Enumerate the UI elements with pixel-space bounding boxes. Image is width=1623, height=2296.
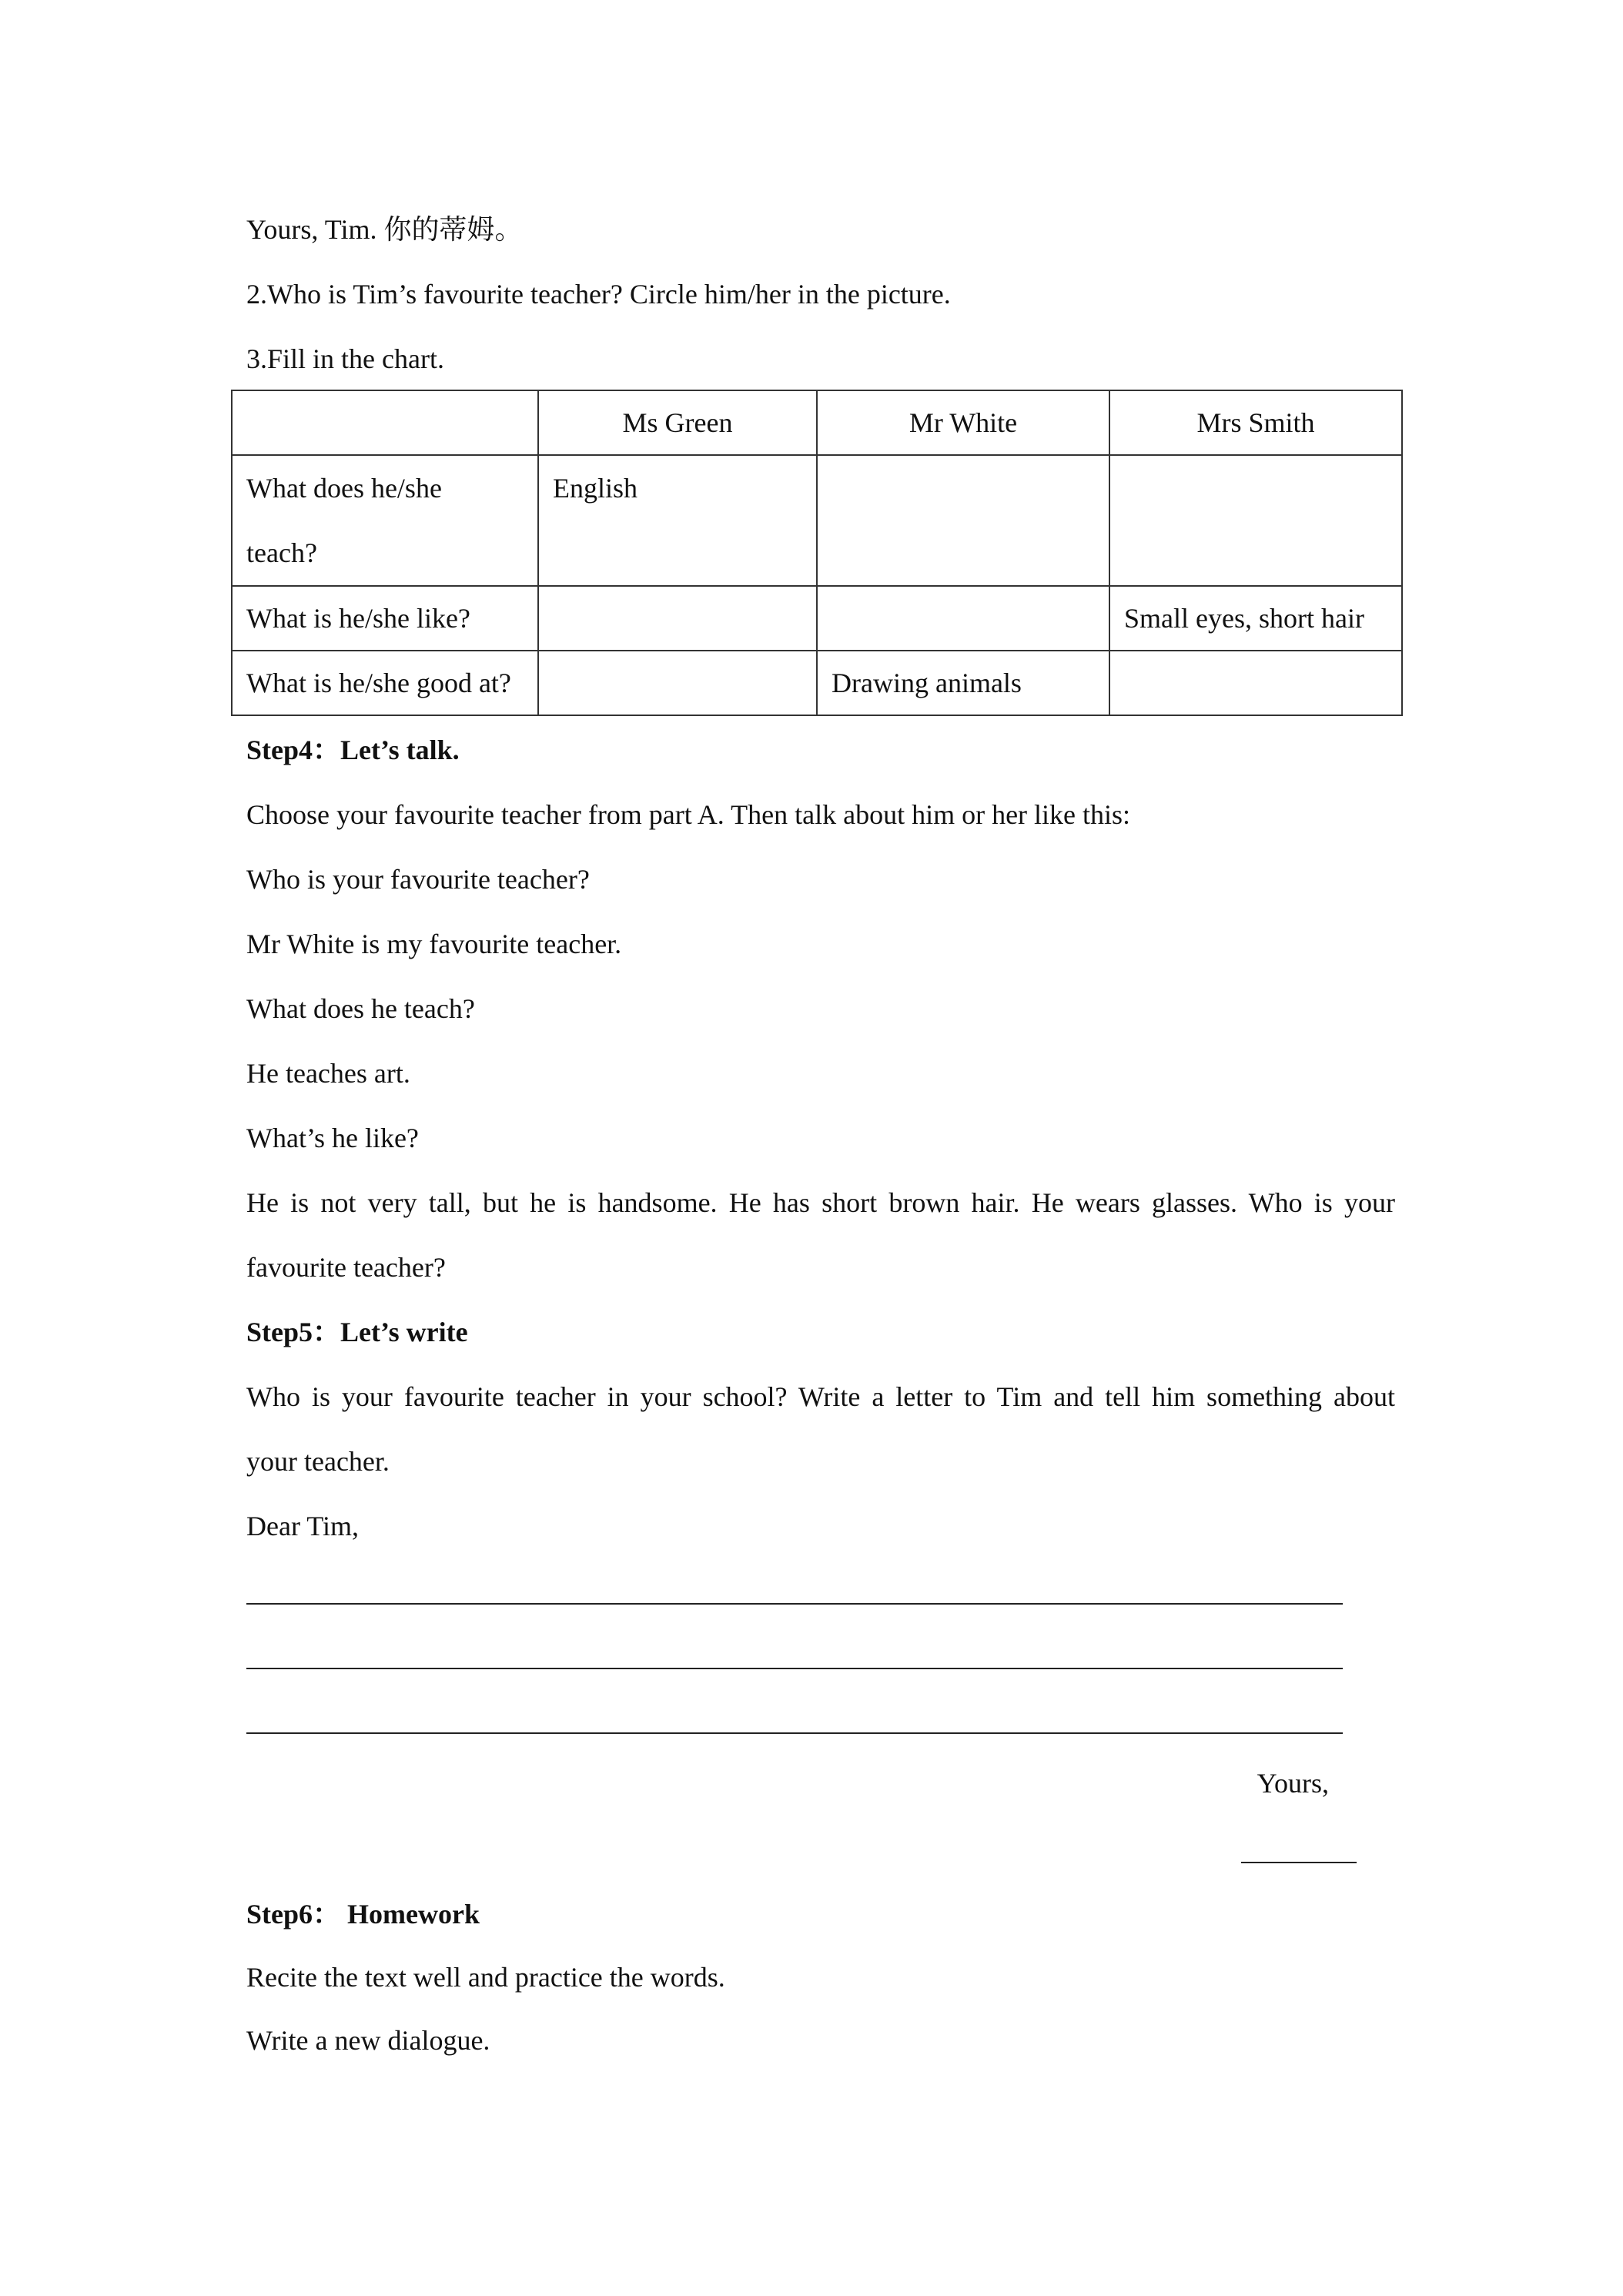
question-2: 2.Who is Tim’s favourite teacher? Circle him/her in the picture.	[246, 279, 951, 310]
step4-intro: Choose your favourite teacher from part A. Then talk about him or her like this:	[246, 799, 1131, 830]
chart-cell[interactable]: English	[538, 455, 817, 586]
dialogue-line: He teaches art.	[246, 1058, 410, 1089]
chart-header-cell	[232, 390, 538, 455]
chart-header-cell: Mr White	[817, 390, 1109, 455]
question-3: 3.Fill in the chart.	[246, 343, 444, 374]
letter-greeting: Dear Tim,	[246, 1511, 360, 1541]
homework-item: Write a new dialogue.	[246, 2025, 490, 2056]
chart-row-label	[232, 455, 538, 586]
dialogue-line: What’s he like?	[246, 1123, 419, 1153]
chart-row-label: What is he/she like?	[232, 586, 538, 651]
signature-line[interactable]	[1241, 1862, 1357, 1863]
step6-heading: Step6： Homework	[246, 1899, 480, 1930]
step5-prompt-line: Who is your favourite teacher in your school? Write a letter to Tim and tell him something about	[246, 1381, 1395, 1412]
closing-line: Yours, Tim. 你的蒂姆。	[246, 214, 523, 245]
chart-cell[interactable]	[1109, 455, 1402, 586]
homework-item: Recite the text well and practice the words.	[246, 1962, 725, 1993]
chart-header-row	[232, 390, 1402, 455]
chart-row-label-line: teach?	[246, 537, 317, 568]
dialogue-line: Who is your favourite teacher?	[246, 864, 590, 895]
chart-cell[interactable]	[817, 586, 1109, 651]
chart-cell[interactable]	[538, 586, 817, 651]
chart-cell[interactable]	[817, 455, 1109, 586]
dialogue-paragraph-line: He is not very tall, but he is handsome. He has short brown hair. He wears glasses. Who is your	[246, 1187, 1395, 1218]
chart-header-cell: Mrs Smith	[1109, 390, 1402, 455]
chart-row-label: What is he/she good at?	[232, 651, 538, 715]
step5-heading: Step5：Let’s write	[246, 1317, 468, 1347]
chart-cell[interactable]	[1109, 651, 1402, 715]
teacher-chart	[231, 390, 1403, 716]
dialogue-line: Mr White is my favourite teacher.	[246, 929, 622, 959]
chart-cell[interactable]: Small eyes, short hair	[1109, 586, 1402, 651]
chart-cell[interactable]: Drawing animals	[817, 651, 1109, 715]
chart-row	[232, 455, 1402, 586]
dialogue-line: What does he teach?	[246, 993, 475, 1024]
chart-cell[interactable]	[538, 651, 817, 715]
chart-row	[232, 651, 1402, 715]
writing-line[interactable]	[246, 1732, 1343, 1734]
writing-line[interactable]	[246, 1603, 1343, 1605]
step4-heading: Step4：Let’s talk.	[246, 735, 460, 765]
chart-row-label-line: What does he/she	[246, 473, 442, 504]
chart-header-cell: Ms Green	[538, 390, 817, 455]
step5-prompt-line: your teacher.	[246, 1446, 390, 1477]
dialogue-paragraph-line: favourite teacher?	[246, 1252, 446, 1283]
letter-closing: Yours,	[1257, 1768, 1329, 1799]
writing-line[interactable]	[246, 1668, 1343, 1669]
chart-row	[232, 586, 1402, 651]
